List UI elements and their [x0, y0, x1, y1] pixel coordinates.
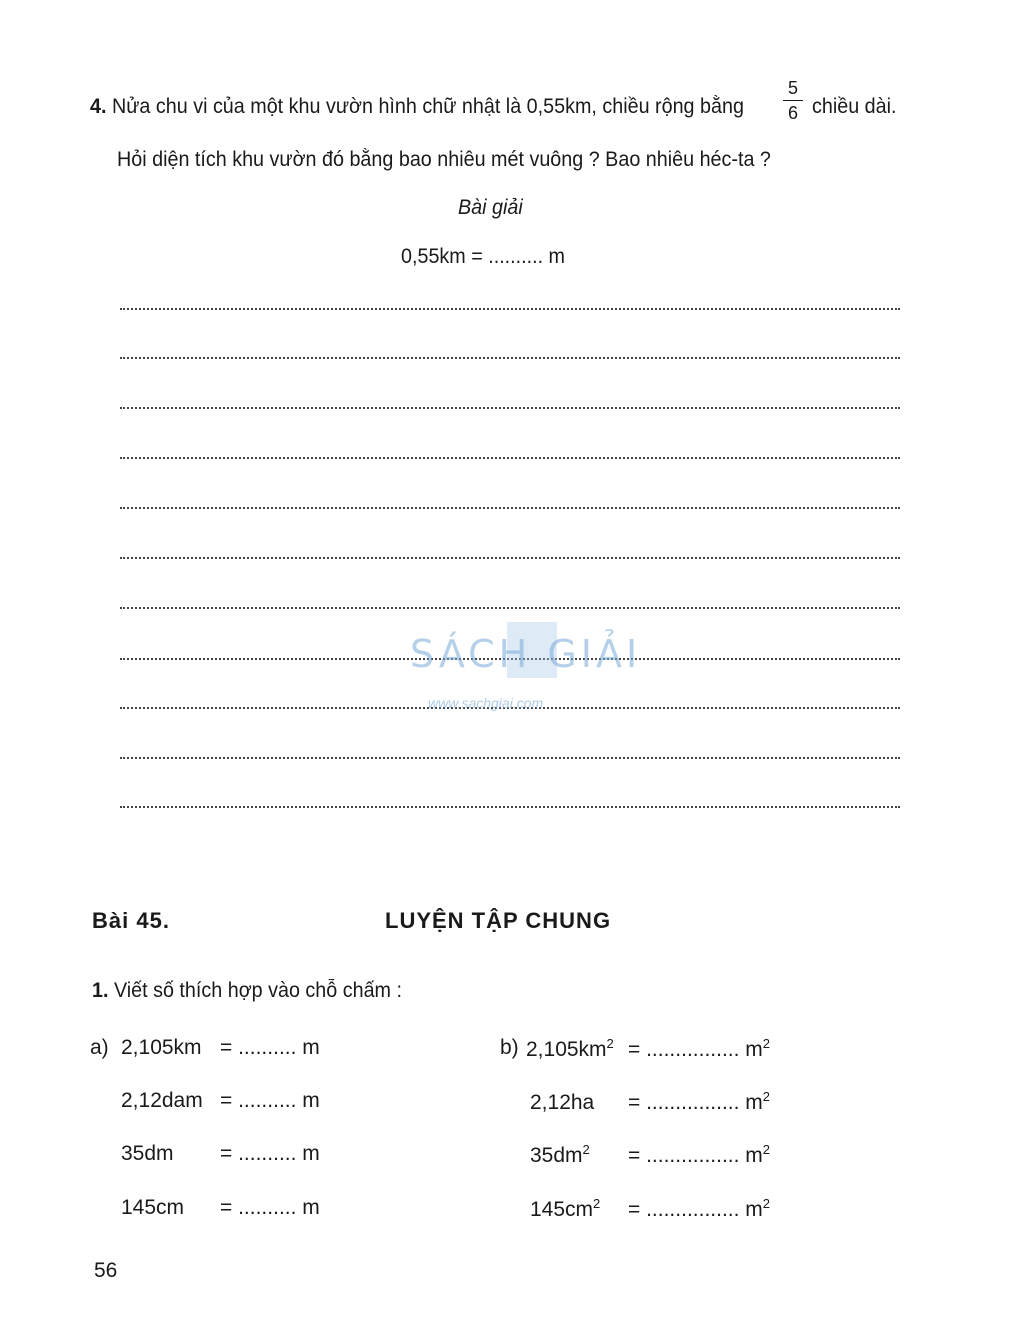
right-blank-text: = ................ m — [628, 1144, 763, 1167]
unit-exponent: 2 — [762, 1196, 771, 1211]
left-blank[interactable]: = .......... m — [220, 1036, 320, 1059]
right-value — [530, 1089, 594, 1115]
left-blank[interactable]: = .......... m — [220, 1142, 320, 1165]
value-exponent: 2 — [582, 1142, 590, 1157]
solution-title: Bài giải — [458, 196, 523, 219]
left-value: 145cm — [121, 1196, 185, 1219]
answer-line[interactable] — [120, 357, 900, 359]
right-value-text: 35dm — [530, 1144, 583, 1167]
right-value — [526, 1036, 614, 1062]
problem-question: Hỏi diện tích khu vườn đó bằng bao nhiêu mét vuông ? Bao nhiêu héc-ta ? — [117, 148, 771, 171]
watermark-url: www.sachgiai.com — [428, 695, 544, 711]
answer-line[interactable] — [120, 507, 900, 509]
unit-exponent: 2 — [762, 1089, 771, 1104]
lesson-number: Bài 45. — [92, 908, 170, 933]
exercise-number: 1. — [92, 979, 109, 1002]
right-blank-text: = ................ m — [628, 1038, 763, 1061]
problem-text-end: chiều dài. — [812, 95, 897, 118]
left-value: 2,12dam — [121, 1089, 203, 1112]
left-blank[interactable]: = .......... m — [220, 1089, 320, 1112]
answer-line[interactable] — [120, 457, 900, 459]
left-value: 35dm — [121, 1142, 174, 1165]
right-blank[interactable] — [628, 1196, 770, 1222]
part-b-label: b) — [500, 1036, 519, 1059]
part-a-label: a) — [90, 1036, 109, 1059]
answer-line[interactable] — [120, 557, 900, 559]
lesson-title: LUYỆN TẬP CHUNG — [385, 908, 612, 933]
watermark-brand: SÁCH GIẢI — [410, 632, 642, 676]
right-value-text: 2,105km — [526, 1038, 607, 1061]
answer-line[interactable] — [120, 308, 900, 310]
fraction-denominator: 6 — [787, 103, 798, 123]
right-value-text: 145cm — [530, 1198, 594, 1221]
unit-exponent: 2 — [762, 1142, 771, 1157]
right-blank[interactable] — [628, 1142, 770, 1168]
left-value: 2,105km — [121, 1036, 202, 1059]
right-value — [530, 1142, 590, 1168]
page-number: 56 — [94, 1259, 118, 1282]
value-exponent: 2 — [606, 1036, 614, 1051]
right-blank-text: = ................ m — [628, 1091, 763, 1114]
exercise-instruction: Viết số thích hợp vào chỗ chấm : — [113, 979, 402, 1002]
exercise-1-instruction-line — [92, 979, 402, 1003]
right-value — [530, 1196, 600, 1222]
answer-line[interactable] — [120, 806, 900, 808]
right-blank[interactable] — [628, 1036, 770, 1062]
right-blank[interactable] — [628, 1089, 770, 1115]
unit-exponent: 2 — [762, 1036, 771, 1051]
fraction-five-sixths — [783, 78, 803, 123]
problem-text: Nửa chu vi của một khu vườn hình chữ nhật là 0,55km, chiều rộng bằng — [111, 95, 744, 118]
answer-line[interactable] — [120, 607, 900, 609]
problem-4-line-1 — [90, 95, 744, 119]
answer-line[interactable] — [120, 407, 900, 409]
answer-line[interactable] — [120, 757, 900, 759]
right-blank-text: = ................ m — [628, 1198, 763, 1221]
left-blank[interactable]: = .......... m — [220, 1196, 320, 1219]
fraction-numerator: 5 — [787, 78, 798, 98]
problem-number: 4. — [90, 95, 107, 118]
fraction-bar — [783, 100, 803, 101]
value-exponent: 2 — [593, 1196, 601, 1211]
right-value-text: 2,12ha — [530, 1091, 595, 1114]
conversion-blank[interactable]: 0,55km = .......... m — [401, 245, 566, 268]
